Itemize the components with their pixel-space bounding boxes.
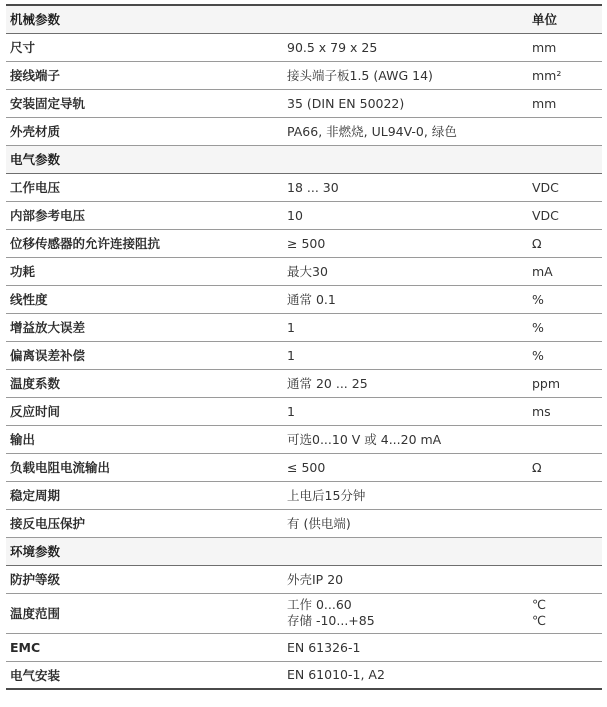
table-row — [6, 117, 602, 145]
table-row — [6, 313, 602, 341]
table-row — [6, 341, 602, 369]
param-value: 1 — [283, 341, 528, 369]
param-value: ≤ 500 — [283, 453, 528, 481]
table-row — [6, 481, 602, 509]
table-row — [6, 257, 602, 285]
param-unit — [528, 481, 602, 509]
storage-unit: ℃ — [532, 613, 547, 628]
param-unit: mm — [528, 33, 602, 61]
param-unit — [528, 661, 602, 689]
param-unit: % — [528, 313, 602, 341]
table-row — [6, 397, 602, 425]
table-row — [6, 565, 602, 593]
section-electrical — [6, 145, 602, 173]
param-unit: % — [528, 341, 602, 369]
storage-range: 存储 -10...+85 — [287, 613, 375, 628]
param-unit — [528, 117, 602, 145]
param-value: 90.5 x 79 x 25 — [283, 33, 528, 61]
param-value: EN 61326-1 — [283, 633, 528, 661]
param-value: EN 61010-1, A2 — [283, 661, 528, 689]
param-value: 通常 20 ... 25 — [283, 369, 528, 397]
param-name: 工作电压 — [6, 173, 283, 201]
table-row — [6, 33, 602, 61]
param-name: 防护等级 — [6, 565, 283, 593]
param-name: 位移传感器的允许连接阻抗 — [6, 229, 283, 257]
param-unit: ms — [528, 397, 602, 425]
param-name: 偏离误差补偿 — [6, 341, 283, 369]
spec-table — [6, 4, 602, 690]
param-name: 电气安装 — [6, 661, 283, 689]
param-unit — [528, 633, 602, 661]
table-row — [6, 61, 602, 89]
param-unit — [528, 565, 602, 593]
param-value: 1 — [283, 397, 528, 425]
table-row — [6, 201, 602, 229]
param-name: 内部参考电压 — [6, 201, 283, 229]
param-unit: mm — [528, 89, 602, 117]
param-name: 接反电压保护 — [6, 509, 283, 537]
unit-header: 单位 — [528, 5, 602, 33]
param-value: 外壳IP 20 — [283, 565, 528, 593]
param-value: 35 (DIN EN 50022) — [283, 89, 528, 117]
param-value: 1 — [283, 313, 528, 341]
section-title: 电气参数 — [6, 145, 283, 173]
param-name: 增益放大误差 — [6, 313, 283, 341]
table-row — [6, 89, 602, 117]
param-value: 18 ... 30 — [283, 173, 528, 201]
param-value: 有 (供电端) — [283, 509, 528, 537]
param-unit — [528, 425, 602, 453]
param-name: 安装固定导轨 — [6, 89, 283, 117]
operating-unit: ℃ — [532, 597, 547, 612]
section-title: 环境参数 — [6, 537, 283, 565]
table-row — [6, 369, 602, 397]
param-name: 温度范围 — [6, 593, 283, 633]
param-value: ≥ 500 — [283, 229, 528, 257]
param-unit: VDC — [528, 201, 602, 229]
table-row — [6, 173, 602, 201]
param-value: 上电后15分钟 — [283, 481, 528, 509]
param-unit: mm² — [528, 61, 602, 89]
param-unit: Ω — [528, 229, 602, 257]
param-value: 可选0...10 V 或 4...20 mA — [283, 425, 528, 453]
param-value: 最大30 — [283, 257, 528, 285]
section-title: 机械参数 — [6, 5, 283, 33]
table-row — [6, 661, 602, 689]
operating-range: 工作 0...60 — [287, 597, 352, 612]
param-value: 接头端子板1.5 (AWG 14) — [283, 61, 528, 89]
param-name: 外壳材质 — [6, 117, 283, 145]
param-name: 输出 — [6, 425, 283, 453]
table-row — [6, 285, 602, 313]
param-value — [283, 593, 528, 633]
param-value: 10 — [283, 201, 528, 229]
param-name: 反应时间 — [6, 397, 283, 425]
table-row — [6, 593, 602, 633]
table-row — [6, 425, 602, 453]
param-name: 温度系数 — [6, 369, 283, 397]
section-environment — [6, 537, 602, 565]
param-name: 线性度 — [6, 285, 283, 313]
param-name: EMC — [6, 633, 283, 661]
param-unit: ppm — [528, 369, 602, 397]
param-name: 接线端子 — [6, 61, 283, 89]
param-unit: % — [528, 285, 602, 313]
table-row — [6, 229, 602, 257]
table-row — [6, 453, 602, 481]
table-row — [6, 509, 602, 537]
param-name: 功耗 — [6, 257, 283, 285]
param-name: 尺寸 — [6, 33, 283, 61]
param-unit: mA — [528, 257, 602, 285]
table-row — [6, 633, 602, 661]
param-unit — [528, 593, 602, 633]
param-value: 通常 0.1 — [283, 285, 528, 313]
param-name: 负载电阻电流输出 — [6, 453, 283, 481]
param-unit: Ω — [528, 453, 602, 481]
section-mechanical — [6, 5, 602, 33]
param-unit — [528, 509, 602, 537]
param-name: 稳定周期 — [6, 481, 283, 509]
param-unit: VDC — [528, 173, 602, 201]
param-value: PA66, 非燃烧, UL94V-0, 绿色 — [283, 117, 528, 145]
